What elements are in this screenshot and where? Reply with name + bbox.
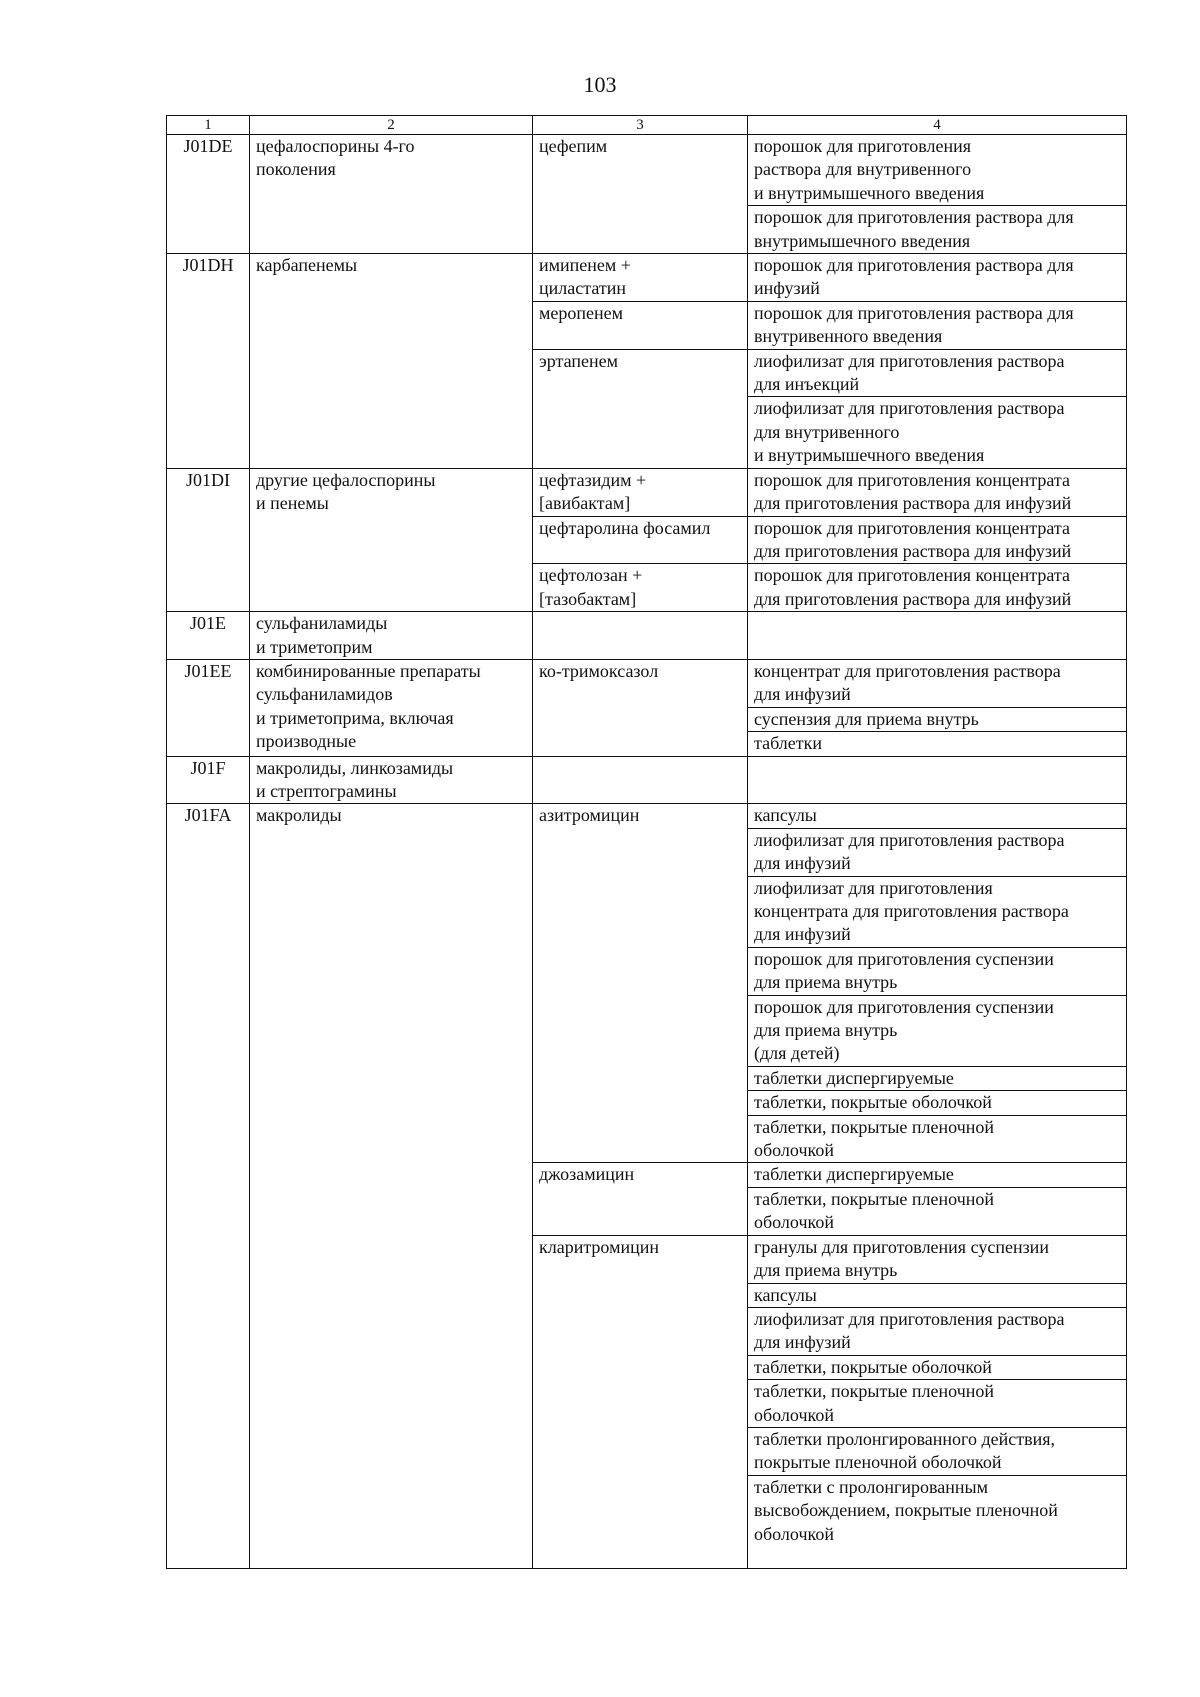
dosage-form-line: таблетки, покрытые пленочной — [754, 1116, 995, 1137]
dosage-form-line: лиофилизат для приготовления — [754, 877, 993, 898]
dosage-form-line: концентрат для приготовления раствора — [754, 660, 1061, 681]
dosage-form-line: для приема внутрь — [754, 972, 898, 993]
drug-name-line: цефепим — [539, 136, 608, 156]
table-row — [167, 804, 1127, 1163]
dosage-form-line: оболочкой — [754, 1523, 834, 1544]
dosage-form-line: для приема внутрь — [754, 1260, 898, 1281]
dosage-form — [748, 1427, 1126, 1475]
dosage-form-line: и внутримышечного введения — [754, 182, 985, 203]
dosage-form — [748, 731, 1126, 755]
table-row — [167, 468, 1127, 516]
table-row — [167, 756, 1127, 804]
dosage-form — [748, 302, 1126, 349]
drug-name-line: меропенем — [539, 302, 624, 323]
dosage-form-line: для приготовления раствора для инфузий — [754, 493, 1072, 514]
dosage-form — [748, 469, 1126, 516]
dosage-form-line: и внутримышечного введения — [754, 445, 985, 466]
dosage-form — [748, 707, 1126, 731]
dosage-form-line: таблетки, покрытые оболочкой — [754, 1356, 992, 1377]
drug-name-line: джозамицин — [539, 1164, 635, 1185]
group-name-line: сульфаниламиды — [256, 613, 388, 634]
dosage-form-line: порошок для приготовления концентрата — [754, 565, 1070, 586]
table-bottom-gap — [748, 1546, 1126, 1568]
dosage-form — [748, 564, 1126, 611]
dosage-form — [748, 1115, 1126, 1163]
dosage-form — [748, 396, 1126, 467]
dosage-form-line: гранулы для приготовления суспензии — [754, 1236, 1049, 1257]
group-name-line: другие цефалоспорины — [256, 469, 436, 490]
group-name-line: и стрептограмины — [256, 780, 397, 801]
dosage-forms-cell — [748, 756, 1127, 804]
drug-name-line: [авибактам] — [539, 493, 631, 514]
dosage-form-line: таблетки с пролонгированным — [754, 1476, 989, 1497]
table-row — [167, 659, 1127, 756]
dosage-form — [748, 205, 1126, 253]
dosage-form-line: таблетки диспергируемые — [754, 1164, 954, 1185]
group-name-line: макролиды, линкозамиды — [256, 757, 454, 778]
atc-group-name-cell — [250, 756, 533, 804]
drug-name-cell — [533, 468, 748, 516]
dosage-forms-cell — [748, 301, 1127, 349]
dosage-form-line: капсулы — [754, 1284, 817, 1305]
drug-name-line: имипенем + — [539, 255, 631, 276]
dosage-form-line: порошок для приготовления раствора для — [754, 255, 1074, 276]
dosage-form — [748, 1163, 1126, 1186]
dosage-form-line: для инъекций — [754, 374, 860, 395]
dosage-form — [748, 135, 1126, 205]
dosage-form-line: таблетки, покрытые оболочкой — [754, 1092, 992, 1113]
atc-group-name-cell — [250, 135, 533, 254]
column-number: 4 — [748, 116, 1127, 135]
drug-name-cell — [533, 301, 748, 349]
drug-name-line: [тазобактам] — [539, 588, 637, 609]
group-name-line: макролиды — [256, 805, 342, 826]
dosage-forms-cell — [748, 1235, 1127, 1568]
dosage-form-line: для приготовления раствора для инфузий — [754, 540, 1072, 561]
dosage-form — [748, 1283, 1126, 1307]
table-row — [167, 612, 1127, 660]
drug-name-cell — [533, 756, 748, 804]
dosage-form-line: лиофилизат для приготовления раствора — [754, 1308, 1065, 1329]
column-number-row — [167, 116, 1127, 135]
drug-name-line: азитромицин — [539, 805, 640, 826]
dosage-form-line: для приготовления раствора для инфузий — [754, 588, 1072, 609]
group-name-line: цефалоспорины 4-го — [256, 136, 415, 156]
atc-code-cell: J01E — [167, 612, 250, 660]
dosage-form-line: порошок для приготовления концентрата — [754, 469, 1070, 490]
drug-name-cell — [533, 516, 748, 564]
dosage-forms-cell — [748, 564, 1127, 612]
drug-name-line: кларитромицин — [539, 1236, 660, 1257]
group-name-line: поколения — [256, 159, 336, 180]
atc-code-cell: J01DE — [167, 135, 250, 254]
dosage-form — [748, 1090, 1126, 1114]
drug-name-cell — [533, 135, 748, 254]
drug-name-cell — [533, 349, 748, 468]
dosage-forms-cell — [748, 804, 1127, 1163]
dosage-form — [748, 1355, 1126, 1379]
dosage-form — [748, 1187, 1126, 1235]
dosage-form — [748, 350, 1126, 397]
dosage-form — [748, 995, 1126, 1066]
dosage-form — [748, 1307, 1126, 1355]
atc-code-cell: J01DH — [167, 254, 250, 469]
atc-group-name-cell — [250, 612, 533, 660]
atc-group-name-cell — [250, 659, 533, 756]
dosage-form-line: таблетки — [754, 733, 823, 754]
drug-name-line: эртапенем — [539, 350, 618, 371]
dosage-form-line: внутривенного введения — [754, 326, 943, 347]
dosage-forms-cell — [748, 349, 1127, 468]
dosage-forms-cell — [748, 468, 1127, 516]
group-name-line: сульфаниламидов — [256, 684, 393, 705]
dosage-form-line: порошок для приготовления концентрата — [754, 517, 1070, 538]
drug-name-cell — [533, 659, 748, 756]
group-name-line: и триметоприм — [256, 636, 373, 657]
atc-code-cell: J01FA — [167, 804, 250, 1569]
dosage-form — [748, 828, 1126, 876]
dosage-form-line: порошок для приготовления суспензии — [754, 996, 1054, 1017]
drug-name-cell — [533, 564, 748, 612]
dosage-form-line: для внутривенного — [754, 421, 900, 442]
drug-name-line: ко-тримоксазол — [539, 660, 659, 681]
dosage-form-line: таблетки, покрытые пленочной — [754, 1188, 995, 1209]
dosage-form-line: порошок для приготовления раствора для — [754, 302, 1074, 323]
dosage-form-line: для инфузий — [754, 684, 851, 705]
drug-name-line: циластатин — [539, 278, 626, 299]
dosage-form-line: для инфузий — [754, 1332, 851, 1353]
dosage-form — [748, 1379, 1126, 1427]
dosage-form — [748, 947, 1126, 995]
group-name-line: комбинированные препараты — [256, 660, 481, 681]
group-name-line: и триметоприма, включая — [256, 707, 454, 728]
atc-code-cell: J01DI — [167, 468, 250, 611]
dosage-form-line: покрытые пленочной оболочкой — [754, 1452, 1002, 1473]
dosage-form-line: лиофилизат для приготовления раствора — [754, 398, 1065, 419]
dosage-form-line: таблетки, покрытые пленочной — [754, 1381, 995, 1402]
dosage-form — [748, 1236, 1126, 1283]
column-number: 3 — [533, 116, 748, 135]
dosage-forms-cell — [748, 135, 1127, 254]
dosage-form-line: инфузий — [754, 278, 820, 299]
dosage-form-line: для приема внутрь — [754, 1020, 898, 1041]
dosage-form-line: раствора для внутривенного — [754, 159, 972, 180]
drug-name-cell — [533, 254, 748, 302]
dosage-form-line: для инфузий — [754, 853, 851, 874]
medications-table — [166, 115, 1127, 1569]
table-body — [167, 116, 1127, 1569]
dosage-forms-cell — [748, 516, 1127, 564]
dosage-form-line: оболочкой — [754, 1140, 834, 1161]
dosage-form-line: внутримышечного введения — [754, 230, 971, 251]
dosage-form-line: суспензия для приема внутрь — [754, 708, 979, 729]
drug-name-line: цефтазидим + — [539, 469, 647, 490]
dosage-form-line: порошок для приготовления суспензии — [754, 948, 1054, 969]
dosage-form-line: капсулы — [754, 805, 817, 826]
dosage-form-line: (для детей) — [754, 1043, 840, 1064]
group-name-line: производные — [256, 731, 357, 752]
dosage-form-line: таблетки диспергируемые — [754, 1067, 954, 1088]
group-name-line: карбапенемы — [256, 255, 358, 276]
dosage-form-line: порошок для приготовления — [754, 136, 972, 156]
dosage-form — [748, 804, 1126, 827]
dosage-form-line: концентрата для приготовления раствора — [754, 901, 1069, 921]
atc-code-cell: J01F — [167, 756, 250, 804]
atc-group-name-cell — [250, 254, 533, 469]
page-number: 103 — [583, 72, 617, 97]
dosage-form — [748, 254, 1126, 301]
dosage-form-line: оболочкой — [754, 1212, 834, 1233]
dosage-form-line: для инфузий — [754, 924, 851, 945]
drug-name-cell — [533, 1235, 748, 1568]
dosage-form — [748, 1066, 1126, 1090]
drug-name-cell — [533, 1163, 748, 1235]
dosage-form-line: высвобождением, покрытые пленочной — [754, 1500, 1058, 1521]
dosage-forms-cell — [748, 612, 1127, 660]
dosage-forms-cell — [748, 1163, 1127, 1235]
drug-name-line: цефтаролина фосамил — [539, 517, 711, 538]
column-number: 2 — [250, 116, 533, 135]
dosage-form-line: лиофилизат для приготовления раствора — [754, 829, 1065, 850]
atc-group-name-cell — [250, 804, 533, 1569]
dosage-form — [748, 517, 1126, 564]
table-row — [167, 254, 1127, 302]
table-row — [167, 135, 1127, 254]
drug-name-cell — [533, 612, 748, 660]
group-name-line: и пенемы — [256, 493, 329, 514]
dosage-form-line: порошок для приготовления раствора для — [754, 207, 1074, 228]
column-number: 1 — [167, 116, 250, 135]
dosage-form-line: оболочкой — [754, 1404, 834, 1425]
dosage-form — [748, 1475, 1126, 1546]
drug-name-cell — [533, 804, 748, 1163]
dosage-form-line: таблетки пролонгированного действия, — [754, 1428, 1056, 1449]
dosage-form — [748, 876, 1126, 947]
atc-code-cell: J01EE — [167, 659, 250, 756]
drug-name-line: цефтолозан + — [539, 565, 643, 586]
atc-group-name-cell — [250, 468, 533, 611]
dosage-forms-cell — [748, 659, 1127, 756]
dosage-form — [748, 660, 1126, 707]
dosage-form-line: лиофилизат для приготовления раствора — [754, 350, 1065, 371]
dosage-forms-cell — [748, 254, 1127, 302]
